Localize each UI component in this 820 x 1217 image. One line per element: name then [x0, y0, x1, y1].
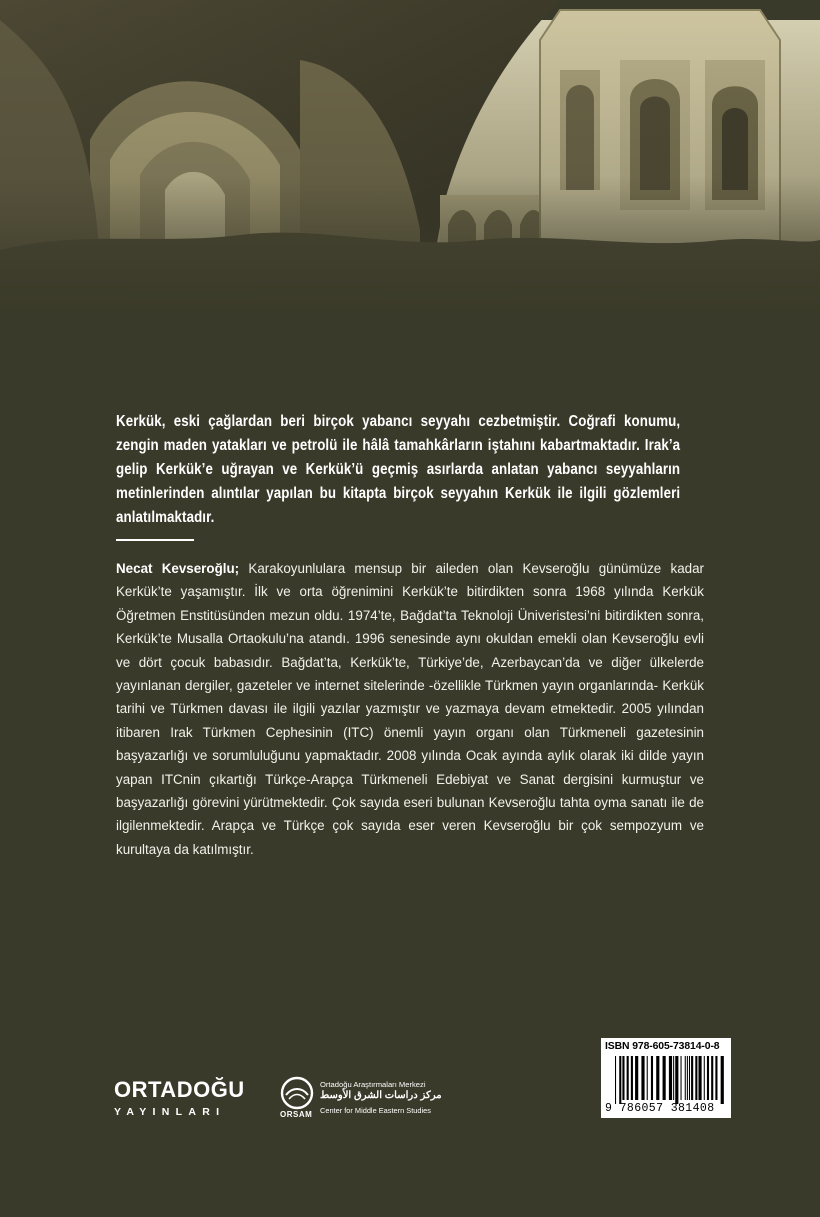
barcode-bar	[615, 1056, 616, 1104]
barcode-bar	[698, 1056, 701, 1100]
arched-gallery-illustration	[0, 0, 820, 320]
barcode-bar	[651, 1056, 653, 1100]
section-divider	[116, 539, 194, 541]
barcode-bar	[635, 1056, 638, 1100]
publisher-logo-subtitle: YAYINLARI	[114, 1106, 226, 1118]
barcode-bar	[619, 1056, 621, 1104]
barcode-bar	[663, 1056, 666, 1100]
orsam-brand: ORSAM	[280, 1110, 313, 1119]
cover-photo	[0, 0, 820, 320]
orsam-logo	[280, 1076, 450, 1126]
barcode-bar	[627, 1056, 629, 1100]
barcode-bar	[721, 1056, 724, 1104]
author-bio-text: Karakoyunlulara mensup bir aileden olan Kevseroğlu günümüze kadar Kerkük’te yaşamıştır. İlk ve orta öğrenimini Kerkük’te bitirdikten sonra 1968 yılında Kerkük Öğretmen Enstitüsünden mezun oldu. 1974’te, Bağdat’ta Teknoloji Üniveristesi’ni bitirdikten sonra, Kerkük’te Musalla Ortaokulu’na atandı. 1996 senesinde aynı okuldan emekli olan Kevseroğlu evli ve dört çocuk babasıdır. Bağdat’ta, Kerkük’te, Türkiye’de, Azerbaycan’da ve diğer ülkelerde yayınlanan dergiler, gazeteler ve internet sitelerinde -özellikle Türkmen yayın organlarında- Kerkük tarihi ve Türkmen davası ile ilgili yazılar yazmıştır ve yazmaya devam etmektedir. 2005 yılından itibaren Irak Türkmen Cephesinin (ITC) önemli yayın organı olan Türkmeneli gazetesinin başyazarlığı ve sorumluluğunu yapmaktadır. 2008 yılında Ocak ayında aylık olarak iki dilde yayın yapan ITCnin çıkartığı Türkçe-Arapça Türkmeneli Edebiyat ve Sanat dergisini kurmuştur ve başyazarlığı görevini yürütmektedir. Çok sayıda eseri bulunan Kevseroğlu tahta oyma sanatı ile de ilgilenmektedir. Arapça ve Türkçe çok sayıda eser veren Kevseroğlu bir çok sempozyum ve kurultaya da katılmıştır.	[116, 561, 704, 857]
barcode-digits: 9 786057 381408	[605, 1102, 715, 1115]
isbn-number: ISBN 978-605-73814-0-8	[605, 1041, 720, 1052]
orsam-emblem-icon	[280, 1076, 314, 1110]
barcode-bar	[715, 1056, 717, 1100]
isbn-barcode	[601, 1038, 731, 1118]
barcode-bar	[647, 1056, 648, 1100]
author-name: Necat Kevseroğlu;	[116, 561, 240, 576]
orsam-name-english: Center for Middle Eastern Studies	[320, 1106, 431, 1115]
barcode-bar	[689, 1056, 690, 1100]
barcode-bar	[695, 1056, 697, 1100]
barcode-bar	[656, 1056, 659, 1100]
barcode-bar	[669, 1056, 672, 1100]
barcode-bar	[685, 1056, 686, 1100]
barcode-bar	[707, 1056, 709, 1100]
author-biography	[116, 557, 704, 861]
orsam-name-turkish: Ortadoğu Araştırmaları Merkezi	[320, 1080, 426, 1089]
book-blurb: Kerkük, eski çağlardan beri birçok yabancı seyyahı cezbetmiştir. Coğrafi konumu, zengin maden yatakları ve petrolü ile hâlâ tamahkârların iştahını kabartmaktadır. Irak’a gelip Kerkük’e uğrayan ve Kerkük’ü geçmiş asırlarda anlatan yabancı seyyahların metinlerinden alıntılar yapılan bu kitapta birçok seyyahın Kerkük ile ilgili gözlemleri anlatılmaktadır.	[116, 413, 681, 526]
barcode-bar	[673, 1056, 674, 1100]
barcode-bar	[675, 1056, 678, 1104]
barcode-bar	[641, 1056, 644, 1100]
barcode-bar	[691, 1056, 693, 1100]
publisher-logo-word: ORTADOĞU	[114, 1077, 245, 1102]
barcode-bar	[622, 1056, 624, 1100]
barcode-bar	[711, 1056, 713, 1100]
orsam-name-arabic: مركز دراسات الشرق الأوسط	[320, 1090, 442, 1101]
barcode-bar	[631, 1056, 633, 1100]
barcode-bar	[681, 1056, 682, 1100]
barcode-bars	[615, 1056, 727, 1104]
barcode-bar	[687, 1056, 688, 1100]
barcode-bar	[704, 1056, 705, 1100]
publisher-logo	[114, 1078, 254, 1126]
